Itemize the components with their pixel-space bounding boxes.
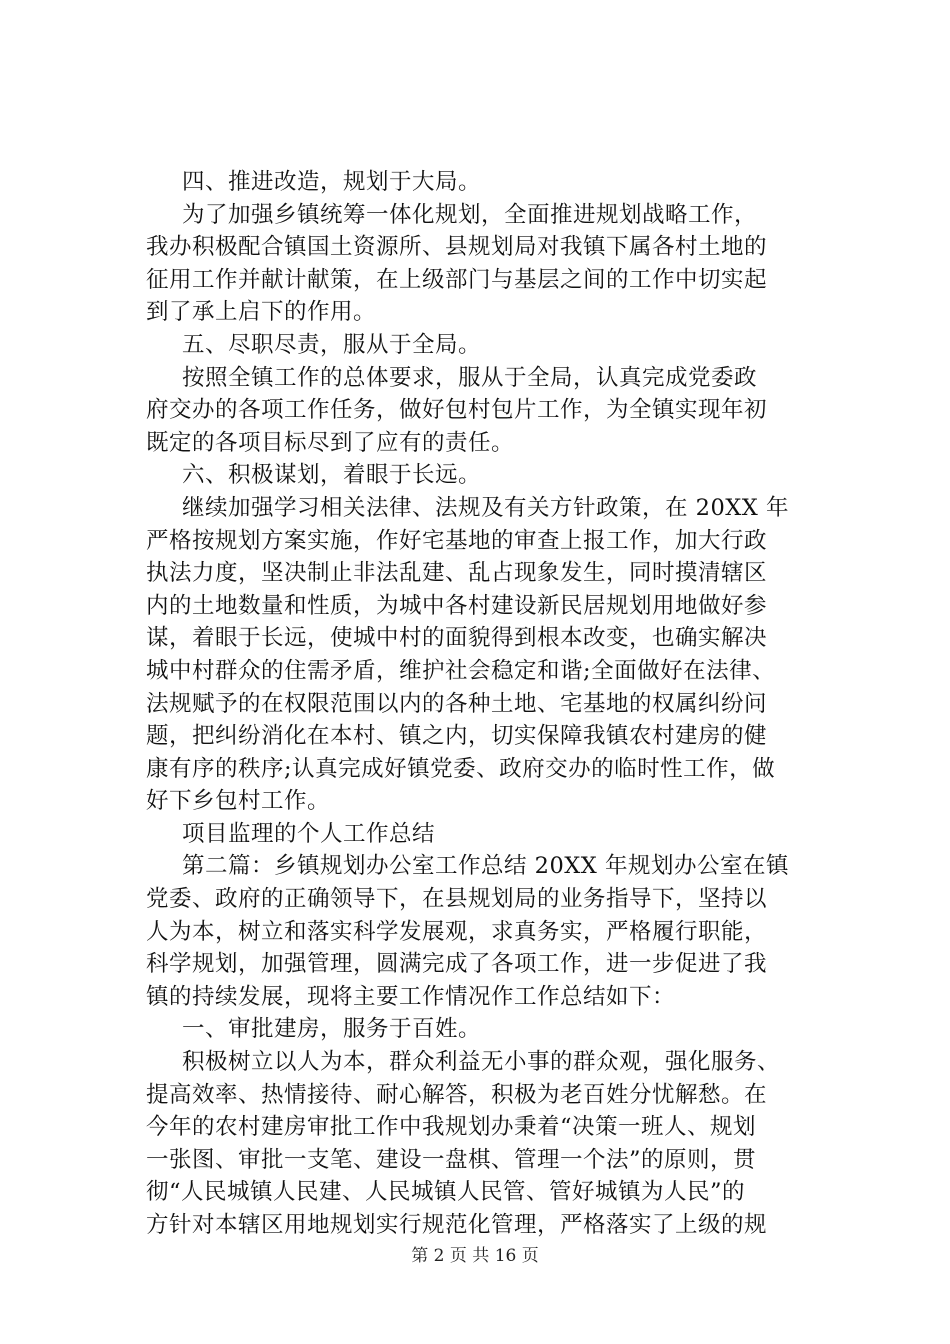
text-line: 项目监理的个人工作总结: [182, 820, 436, 847]
text-line: 题，把纠纷消化在本村、镇之内，切实保障我镇农村建房的健: [146, 723, 768, 750]
text-line: 府交办的各项工作任务，做好包村包片工作，为全镇实现年初: [146, 397, 768, 424]
text-line: 第二篇：乡镇规划办公室工作总结 20XX 年规划办公室在镇: [182, 853, 789, 880]
text-line: 彻“人民城镇人民建、人民城镇人民管、管好城镇为人民”的: [146, 1179, 746, 1206]
text-line: 既定的各项目标尽到了应有的责任。: [146, 429, 515, 456]
text-line: 镇的持续发展，现将主要工作情况作工作总结如下：: [146, 983, 676, 1010]
text-line: 党委、政府的正确领导下，在县规划局的业务指导下，坚持以: [146, 886, 768, 913]
text-line: 法规赋予的在权限范围以内的各种土地、宅基地的权属纠纷问: [146, 690, 768, 717]
document-body: [146, 166, 846, 1242]
text-line: 按照全镇工作的总体要求，服从于全局，认真完成党委政: [182, 364, 758, 391]
text-line: 谋，着眼于长远，使城中村的面貌得到根本改变，也确实解决: [146, 625, 768, 652]
text-line: 提高效率、热情接待、耐心解答，积极为老百姓分忧解愁。在: [146, 1081, 768, 1108]
text-line: 征用工作并献计献策，在上级部门与基层之间的工作中切实起: [146, 266, 768, 293]
text-line: 内的土地数量和性质，为城中各村建设新民居规划用地做好参: [146, 592, 768, 619]
text-line: 五、尽职尽责，服从于全局。: [182, 331, 482, 358]
text-line: 到了承上启下的作用。: [146, 299, 377, 326]
text-line: 康有序的秩序;认真完成好镇党委、政府交办的临时性工作，做: [146, 755, 776, 782]
text-line: 严格按规划方案实施，作好宅基地的审查上报工作，加大行政: [146, 527, 768, 554]
text-line: 执法力度，坚决制止非法乱建、乱占现象发生，同时摸清辖区: [146, 560, 768, 587]
text-line: 继续加强学习相关法律、法规及有关方针政策，在 20XX 年: [182, 494, 789, 521]
text-line: 方针对本辖区用地规划实行规范化管理，严格落实了上级的规: [146, 1212, 768, 1238]
text-line: 今年的农村建房审批工作中我规划办秉着“决策一班人、规划: [146, 1114, 757, 1141]
text-line: 一、审批建房，服务于百姓。: [182, 1016, 482, 1043]
text-line: 六、积极谋划，着眼于长远。: [182, 462, 482, 489]
text-line: 科学规划，加强管理，圆满完成了各项工作，进一步促进了我: [146, 951, 768, 978]
text-line: 一张图、审批一支笔、建设一盘棋、管理一个法”的原则，贯: [146, 1146, 757, 1173]
text-line: 人为本，树立和落实科学发展观，求真务实，严格履行职能，: [146, 918, 768, 945]
text-line: 城中村群众的住需矛盾，维护社会稳定和谐;全面做好在法律、: [146, 657, 776, 684]
text-line: 积极树立以人为本，群众利益无小事的群众观，强化服务、: [182, 1049, 781, 1076]
text-line: 好下乡包村工作。: [146, 788, 331, 815]
text-line: 四、推进改造，规划于大局。: [182, 169, 482, 195]
text-line: 为了加强乡镇统筹一体化规划，全面推进规划战略工作，: [182, 201, 758, 228]
page-footer: 第 2 页 共 16 页: [411, 1246, 539, 1266]
text-line: 我办积极配合镇国土资源所、县规划局对我镇下属各村土地的: [146, 234, 768, 261]
